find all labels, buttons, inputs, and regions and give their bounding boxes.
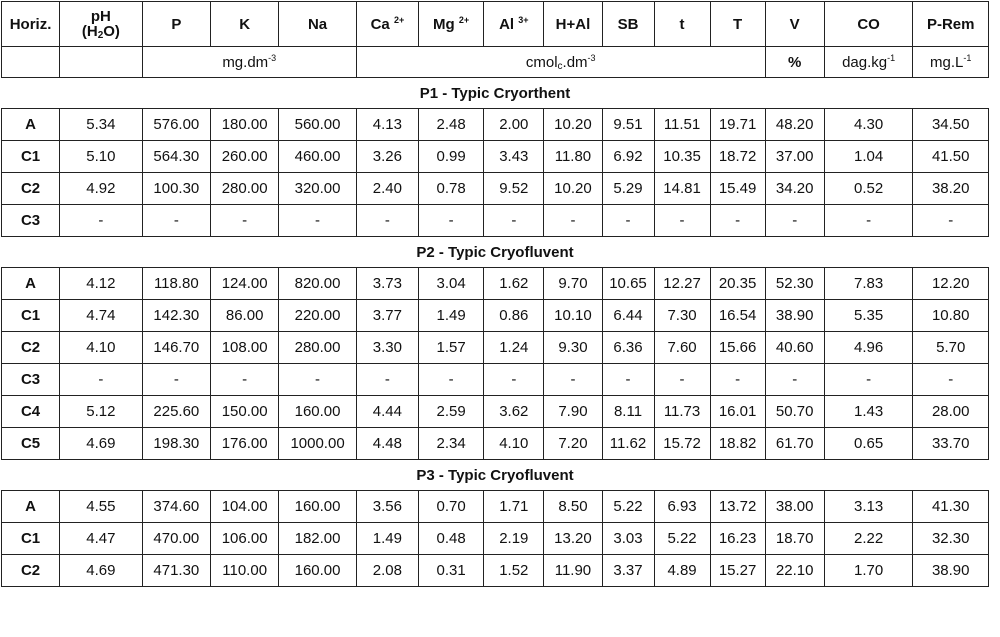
value-cell: 3.73	[356, 268, 418, 300]
value-cell: 1.24	[484, 332, 544, 364]
horizon-cell: C4	[2, 396, 60, 428]
value-cell: 3.62	[484, 396, 544, 428]
col-header-horiz: Horiz.	[2, 2, 60, 47]
value-cell: 50.70	[765, 396, 824, 428]
value-cell: 1.52	[484, 555, 544, 587]
table-row	[2, 205, 989, 237]
value-cell: 32.30	[913, 523, 989, 555]
value-cell: 19.71	[710, 109, 765, 141]
ca-base: Ca	[370, 15, 390, 33]
table-row	[2, 555, 989, 587]
value-cell: 15.49	[710, 173, 765, 205]
value-cell: 15.27	[710, 555, 765, 587]
table-row	[2, 141, 989, 173]
value-cell: 5.22	[602, 491, 654, 523]
value-cell: 4.89	[654, 555, 710, 587]
value-cell: 4.48	[356, 428, 418, 460]
ca-sup: 2+	[393, 14, 405, 25]
value-cell: 576.00	[142, 109, 210, 141]
unit-mgl-base: mg.L	[930, 53, 964, 71]
horizon-cell: A	[2, 491, 60, 523]
value-cell: 33.70	[913, 428, 989, 460]
value-cell: 2.34	[418, 428, 483, 460]
table-row	[2, 396, 989, 428]
value-cell: 38.90	[765, 300, 824, 332]
value-cell: -	[418, 205, 483, 237]
value-cell: -	[60, 364, 143, 396]
value-cell: 41.30	[913, 491, 989, 523]
value-cell: 10.65	[602, 268, 654, 300]
value-cell: 34.50	[913, 109, 989, 141]
col-header-ca	[356, 2, 418, 47]
value-cell: 5.35	[824, 300, 913, 332]
table-row	[2, 109, 989, 141]
value-cell: 7.90	[544, 396, 602, 428]
unit-percent: %	[765, 47, 824, 78]
unit-mg-dm3	[142, 47, 356, 78]
value-cell: 5.29	[602, 173, 654, 205]
value-cell: 820.00	[279, 268, 356, 300]
value-cell: 1.62	[484, 268, 544, 300]
value-cell: 20.35	[710, 268, 765, 300]
value-cell: 108.00	[211, 332, 279, 364]
unit-cmol-pre: cmol	[525, 53, 558, 71]
value-cell: 2.19	[484, 523, 544, 555]
value-cell: 4.12	[60, 268, 143, 300]
value-cell: 2.00	[484, 109, 544, 141]
value-cell: 3.30	[356, 332, 418, 364]
value-cell: -	[211, 364, 279, 396]
value-cell: 15.72	[654, 428, 710, 460]
value-cell: 11.51	[654, 109, 710, 141]
value-cell: 280.00	[211, 173, 279, 205]
value-cell: 10.20	[544, 109, 602, 141]
value-cell: 4.44	[356, 396, 418, 428]
value-cell: 4.47	[60, 523, 143, 555]
value-cell: 4.92	[60, 173, 143, 205]
value-cell: 34.20	[765, 173, 824, 205]
value-cell: 3.77	[356, 300, 418, 332]
value-cell: 38.20	[913, 173, 989, 205]
col-header-prem: P-Rem	[913, 2, 989, 47]
value-cell: 1.04	[824, 141, 913, 173]
table-row	[2, 268, 989, 300]
horizon-cell: C1	[2, 141, 60, 173]
ph-label: pH	[90, 8, 111, 25]
al-base: Al	[499, 15, 515, 33]
value-cell: -	[142, 205, 210, 237]
value-cell: 280.00	[279, 332, 356, 364]
value-cell: 6.36	[602, 332, 654, 364]
value-cell: 15.66	[710, 332, 765, 364]
value-cell: -	[710, 205, 765, 237]
mg-base: Mg	[433, 15, 455, 33]
value-cell: 0.86	[484, 300, 544, 332]
value-cell: 3.04	[418, 268, 483, 300]
value-cell: 1.49	[356, 523, 418, 555]
ph-water-open: (H	[81, 23, 98, 40]
value-cell: 7.30	[654, 300, 710, 332]
unit-mg-base: mg.dm	[222, 53, 269, 71]
value-cell: 260.00	[211, 141, 279, 173]
value-cell: 1.57	[418, 332, 483, 364]
value-cell: 13.20	[544, 523, 602, 555]
value-cell: 8.11	[602, 396, 654, 428]
value-cell: 3.43	[484, 141, 544, 173]
col-header-al	[484, 2, 544, 47]
value-cell: 0.31	[418, 555, 483, 587]
unit-cmol-sup: -3	[587, 52, 596, 63]
value-cell: -	[356, 364, 418, 396]
value-cell: 560.00	[279, 109, 356, 141]
col-header-v: V	[765, 2, 824, 47]
value-cell: 4.74	[60, 300, 143, 332]
value-cell: 1000.00	[279, 428, 356, 460]
value-cell: 14.81	[654, 173, 710, 205]
value-cell: 5.22	[654, 523, 710, 555]
value-cell: 5.10	[60, 141, 143, 173]
value-cell: 28.00	[913, 396, 989, 428]
value-cell: 16.54	[710, 300, 765, 332]
unit-cell-empty	[2, 47, 60, 78]
unit-cell-empty	[60, 47, 143, 78]
value-cell: -	[142, 364, 210, 396]
value-cell: 176.00	[211, 428, 279, 460]
value-cell: 3.26	[356, 141, 418, 173]
unit-dag-base: dag.kg	[842, 53, 888, 71]
value-cell: 11.73	[654, 396, 710, 428]
value-cell: 41.50	[913, 141, 989, 173]
unit-mg-l	[913, 47, 989, 78]
value-cell: 0.99	[418, 141, 483, 173]
table-row	[2, 428, 989, 460]
profile-title: P3 - Typic Cryofluvent	[2, 460, 989, 491]
value-cell: 52.30	[765, 268, 824, 300]
col-header-sb: SB	[602, 2, 654, 47]
value-cell: 10.35	[654, 141, 710, 173]
value-cell: 48.20	[765, 109, 824, 141]
value-cell: 1.49	[418, 300, 483, 332]
value-cell: 4.55	[60, 491, 143, 523]
table-row	[2, 491, 989, 523]
value-cell: 110.00	[211, 555, 279, 587]
value-cell: 5.34	[60, 109, 143, 141]
profile-title: P1 - Typic Cryorthent	[2, 78, 989, 109]
value-cell: 0.78	[418, 173, 483, 205]
value-cell: 18.72	[710, 141, 765, 173]
value-cell: -	[602, 205, 654, 237]
value-cell: 9.52	[484, 173, 544, 205]
profile-title-row	[2, 237, 989, 268]
value-cell: 37.00	[765, 141, 824, 173]
horizon-cell: C3	[2, 205, 60, 237]
value-cell: 18.70	[765, 523, 824, 555]
value-cell: 6.93	[654, 491, 710, 523]
value-cell: 12.20	[913, 268, 989, 300]
value-cell: 9.51	[602, 109, 654, 141]
value-cell: 100.30	[142, 173, 210, 205]
value-cell: 38.00	[765, 491, 824, 523]
unit-dag-sup: -1	[887, 52, 896, 63]
value-cell: 106.00	[211, 523, 279, 555]
value-cell: 0.65	[824, 428, 913, 460]
value-cell: -	[484, 364, 544, 396]
profile-title-row	[2, 460, 989, 491]
value-cell: 4.30	[824, 109, 913, 141]
value-cell: 160.00	[279, 396, 356, 428]
value-cell: 12.27	[654, 268, 710, 300]
value-cell: 150.00	[211, 396, 279, 428]
value-cell: 4.69	[60, 555, 143, 587]
col-header-p: P	[142, 2, 210, 47]
unit-cmol-mid: .dm	[562, 53, 588, 71]
unit-cmol-dm3	[356, 47, 765, 78]
value-cell: 5.70	[913, 332, 989, 364]
value-cell: 104.00	[211, 491, 279, 523]
value-cell: 220.00	[279, 300, 356, 332]
value-cell: -	[654, 364, 710, 396]
value-cell: 3.37	[602, 555, 654, 587]
value-cell: 18.82	[710, 428, 765, 460]
value-cell: 146.70	[142, 332, 210, 364]
value-cell: -	[602, 364, 654, 396]
value-cell: 225.60	[142, 396, 210, 428]
value-cell: 10.80	[913, 300, 989, 332]
value-cell: 11.62	[602, 428, 654, 460]
value-cell: 2.48	[418, 109, 483, 141]
value-cell: 2.40	[356, 173, 418, 205]
value-cell: 160.00	[279, 555, 356, 587]
col-header-t-small: t	[654, 2, 710, 47]
value-cell: 22.10	[765, 555, 824, 587]
table-row	[2, 332, 989, 364]
value-cell: 38.90	[913, 555, 989, 587]
value-cell: 8.50	[544, 491, 602, 523]
value-cell: -	[211, 205, 279, 237]
horizon-cell: C2	[2, 332, 60, 364]
value-cell: -	[824, 205, 913, 237]
value-cell: -	[765, 364, 824, 396]
value-cell: 3.56	[356, 491, 418, 523]
value-cell: 160.00	[279, 491, 356, 523]
header-row	[2, 2, 989, 47]
value-cell: 2.22	[824, 523, 913, 555]
value-cell: 86.00	[211, 300, 279, 332]
horizon-cell: C1	[2, 300, 60, 332]
value-cell: 2.08	[356, 555, 418, 587]
unit-mgl-sup: -1	[963, 52, 972, 63]
value-cell: 460.00	[279, 141, 356, 173]
col-header-co: CO	[824, 2, 913, 47]
table-row	[2, 300, 989, 332]
value-cell: 2.59	[418, 396, 483, 428]
value-cell: 6.92	[602, 141, 654, 173]
value-cell: 4.69	[60, 428, 143, 460]
table-row	[2, 173, 989, 205]
profile-title: P2 - Typic Cryofluvent	[2, 237, 989, 268]
mg-sup: 2+	[458, 14, 470, 25]
value-cell: 0.48	[418, 523, 483, 555]
value-cell: 4.10	[484, 428, 544, 460]
soil-chemistry-table	[1, 1, 989, 587]
value-cell: 564.30	[142, 141, 210, 173]
value-cell: -	[356, 205, 418, 237]
value-cell: 320.00	[279, 173, 356, 205]
value-cell: 7.60	[654, 332, 710, 364]
value-cell: 374.60	[142, 491, 210, 523]
value-cell: 5.12	[60, 396, 143, 428]
value-cell: 1.43	[824, 396, 913, 428]
value-cell: 0.70	[418, 491, 483, 523]
horizon-cell: A	[2, 268, 60, 300]
table-row	[2, 364, 989, 396]
value-cell: 6.44	[602, 300, 654, 332]
value-cell: 198.30	[142, 428, 210, 460]
unit-dag-kg	[824, 47, 913, 78]
value-cell: 471.30	[142, 555, 210, 587]
col-header-na: Na	[279, 2, 356, 47]
value-cell: -	[484, 205, 544, 237]
value-cell: -	[765, 205, 824, 237]
unit-cmol-sub: c	[557, 60, 563, 72]
value-cell: -	[60, 205, 143, 237]
value-cell: 470.00	[142, 523, 210, 555]
value-cell: 7.83	[824, 268, 913, 300]
value-cell: 3.13	[824, 491, 913, 523]
value-cell: 7.20	[544, 428, 602, 460]
col-header-k: K	[211, 2, 279, 47]
value-cell: 4.13	[356, 109, 418, 141]
horizon-cell: C5	[2, 428, 60, 460]
value-cell: -	[913, 364, 989, 396]
value-cell: 1.70	[824, 555, 913, 587]
value-cell: 1.71	[484, 491, 544, 523]
horizon-cell: C2	[2, 555, 60, 587]
value-cell: 0.52	[824, 173, 913, 205]
value-cell: -	[544, 205, 602, 237]
value-cell: 11.80	[544, 141, 602, 173]
value-cell: 4.96	[824, 332, 913, 364]
value-cell: 3.03	[602, 523, 654, 555]
value-cell: 182.00	[279, 523, 356, 555]
table-row	[2, 523, 989, 555]
units-row	[2, 47, 989, 78]
value-cell: 180.00	[211, 109, 279, 141]
value-cell: 11.90	[544, 555, 602, 587]
col-header-ph	[60, 2, 143, 47]
value-cell: 16.23	[710, 523, 765, 555]
value-cell: 4.10	[60, 332, 143, 364]
al-sup: 3+	[518, 14, 529, 25]
value-cell: -	[824, 364, 913, 396]
horizon-cell: C2	[2, 173, 60, 205]
col-header-hal: H+Al	[544, 2, 602, 47]
value-cell: -	[654, 205, 710, 237]
horizon-cell: A	[2, 109, 60, 141]
col-header-t-big: T	[710, 2, 765, 47]
value-cell: 10.10	[544, 300, 602, 332]
value-cell: 40.60	[765, 332, 824, 364]
col-header-mg	[418, 2, 483, 47]
profile-title-row	[2, 78, 989, 109]
horizon-cell: C3	[2, 364, 60, 396]
value-cell: 10.20	[544, 173, 602, 205]
value-cell: -	[279, 364, 356, 396]
value-cell: 142.30	[142, 300, 210, 332]
value-cell: 124.00	[211, 268, 279, 300]
value-cell: -	[913, 205, 989, 237]
value-cell: 13.72	[710, 491, 765, 523]
value-cell: -	[710, 364, 765, 396]
value-cell: 9.70	[544, 268, 602, 300]
value-cell: 9.30	[544, 332, 602, 364]
value-cell: -	[279, 205, 356, 237]
value-cell: 118.80	[142, 268, 210, 300]
ph-water-close: O)	[103, 23, 120, 40]
unit-mg-sup: -3	[268, 52, 277, 63]
value-cell: -	[544, 364, 602, 396]
value-cell: 61.70	[765, 428, 824, 460]
horizon-cell: C1	[2, 523, 60, 555]
value-cell: 16.01	[710, 396, 765, 428]
value-cell: -	[418, 364, 483, 396]
ph-water-sub: 2	[97, 30, 104, 41]
